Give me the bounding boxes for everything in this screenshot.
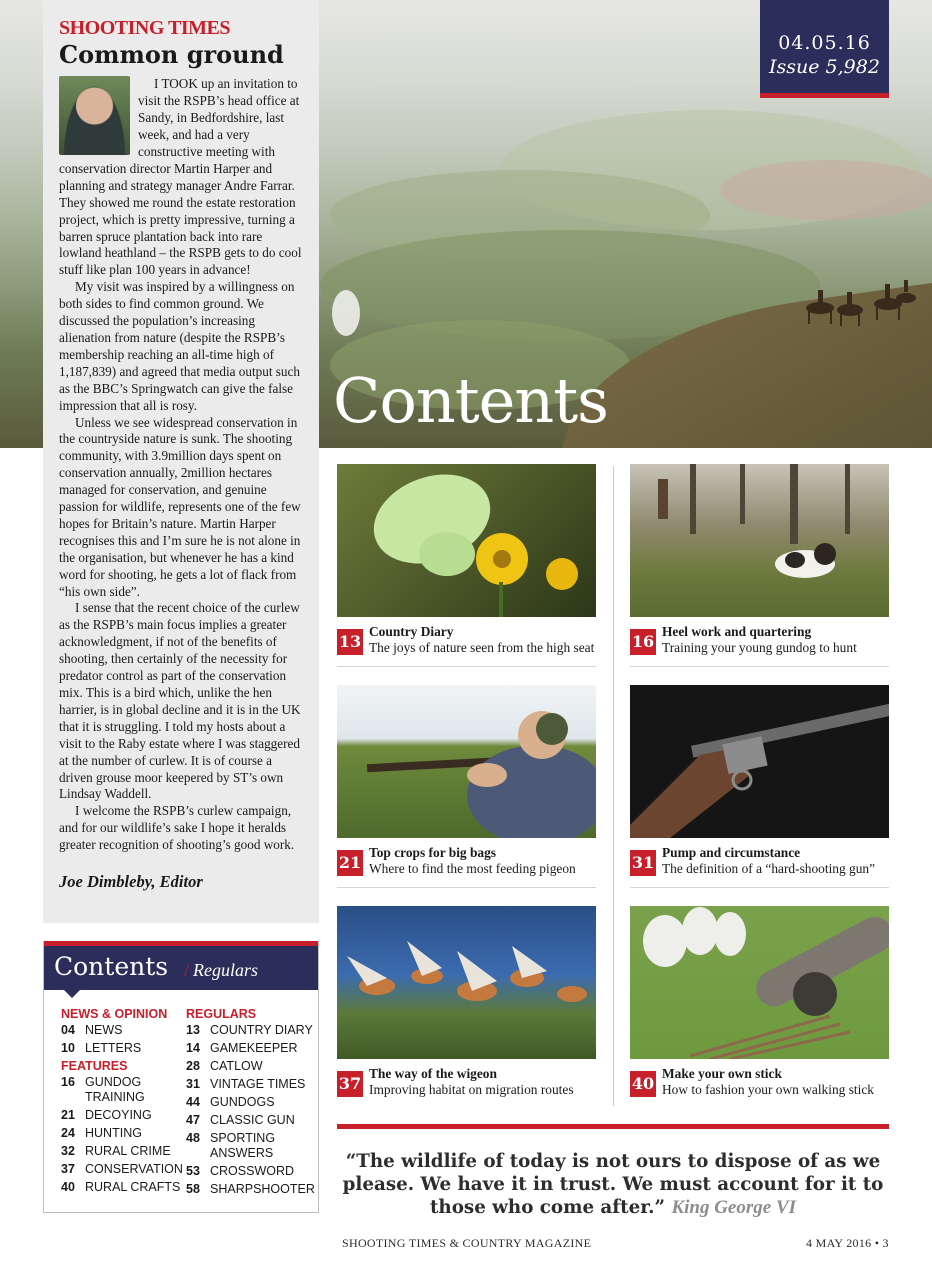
contents-entry[interactable]: 24 HUNTING: [61, 1126, 142, 1140]
article-image-shooter: [337, 685, 596, 838]
contents-entry[interactable]: 58 SHARPSHOOTER: [186, 1182, 315, 1196]
article-image-spaniel: [630, 464, 889, 617]
article-card[interactable]: [630, 685, 889, 888]
page-number-badge: 40: [630, 1071, 656, 1097]
contents-entry[interactable]: 48 SPORTING ANSWERS: [186, 1131, 276, 1160]
editorial-column: [43, 0, 319, 923]
quote-accent-bar: [337, 1124, 889, 1129]
article-subtitle: How to fashion your own walking stick: [662, 1082, 874, 1097]
article-image-sticks: [630, 906, 889, 1059]
smoke-plume: [332, 290, 360, 336]
contents-entry[interactable]: 28 CATLOW: [186, 1059, 263, 1073]
article-image-wigeon: [337, 906, 596, 1059]
article-title: Heel work and quartering: [662, 624, 812, 639]
page-number-badge: 37: [337, 1071, 363, 1097]
article-card[interactable]: [337, 906, 596, 1098]
contents-entry[interactable]: 14 GAMEKEEPER: [186, 1041, 298, 1055]
editor-portrait: [59, 76, 130, 155]
contents-entry[interactable]: 47 CLASSIC GUN: [186, 1113, 295, 1127]
article-subtitle: The joys of nature seen from the high seat: [369, 640, 595, 655]
header-pointer-icon: [64, 990, 80, 998]
page-number-badge: 21: [337, 850, 363, 876]
article-image-shotgun: [630, 685, 889, 838]
section-heading: REGULARS: [186, 1007, 257, 1021]
quote-text: “The wildlife of today is not ours to dispose of as we please. We have it in trust. We must account for it to those who come after.”: [342, 1151, 884, 1218]
article-subtitle: The definition of a “hard-shooting gun”: [662, 861, 876, 876]
issue-box: [760, 0, 889, 98]
contents-entry[interactable]: 16 GUNDOG TRAINING: [61, 1075, 145, 1104]
horse-riders-illustration: [800, 268, 918, 328]
page-number-badge: 13: [337, 629, 363, 655]
article-title: Top crops for big bags: [369, 845, 497, 860]
article-subtitle: Improving habitat on migration routes: [369, 1082, 574, 1097]
contents-entry[interactable]: 44 GUNDOGS: [186, 1095, 275, 1109]
section-heading: NEWS & OPINION: [61, 1007, 168, 1021]
issue-number: Issue 5,982: [769, 56, 880, 78]
column-divider: [613, 466, 614, 1106]
contents-entry[interactable]: 10 LETTERS: [61, 1041, 142, 1055]
page-number-badge: 16: [630, 629, 656, 655]
contents-entry[interactable]: 21 DECOYING: [61, 1108, 152, 1122]
regulars-box: [43, 941, 319, 1213]
article-card[interactable]: [630, 464, 889, 667]
editorial-body: [59, 76, 303, 854]
editorial-paragraph: I welcome the RSPB’s curlew campaign, and for our wildlife’s sake I hope it heralds greater recognition of shooting’s good work.: [59, 803, 295, 853]
editorial-paragraph: I TOOK up an invitation to visit the RSPB’s head office at Sandy, in Bedfordshire, last week, and had a very constructive meeting with conservation director Martin Harper and planning and strategy manager Andre Farrar. They showed me round the estate restoration project, which is pretty impressive, turning a barren spruce plantation back into rare lowland heathland – the RSPB gets to do cool stuff like plan 100 years in advance!: [59, 76, 302, 278]
contents-title: Contents: [333, 364, 608, 437]
footer-magazine-name: SHOOTING TIMES & COUNTRY MAGAZINE: [342, 1236, 592, 1250]
pull-quote: [332, 1150, 894, 1219]
article-card[interactable]: [630, 906, 889, 1098]
contents-entry[interactable]: 31 VINTAGE TIMES: [186, 1077, 306, 1091]
page-number-badge: 31: [630, 850, 656, 876]
article-image-butterfly: [337, 464, 596, 617]
article-title: Make your own stick: [662, 1066, 782, 1081]
regulars-subtitle: Regulars: [193, 960, 259, 980]
editorial-paragraph: Unless we see widespread conservation in the countryside nature is sunk. The shooting community, with 3.9million days spent on conservation annually, 2million hectares managed for conservation, and genuine passion for wildlife, represents one of the few hopes for Britain’s nature. Martin Harper recognises this and I’m sure he is not alone in the organisation, but whenever he has a kind word for shooting, he gets a lot of flack from “his own side”.: [59, 414, 301, 599]
article-card[interactable]: [337, 685, 596, 888]
article-title: Country Diary: [369, 624, 454, 639]
contents-entry[interactable]: 37 CONSERVATION: [61, 1162, 183, 1176]
article-subtitle: Training your young gundog to hunt: [662, 640, 857, 655]
contents-entry[interactable]: 13 COUNTRY DIARY: [186, 1023, 313, 1037]
quote-author: King George VI: [671, 1197, 797, 1218]
article-card[interactable]: [337, 464, 596, 667]
regulars-header: [44, 946, 318, 990]
contents-entry[interactable]: 32 RURAL CRIME: [61, 1144, 171, 1158]
editorial-paragraph: I sense that the recent choice of the curlew as the RSPB’s main focus implies a greater acknowledgment, if not of the benefits of shooting, then certainly of the necessity for predator control as part of the conservation mix. This is a bird which, unlike the hen harrier, is in global decline and it is in the UK that it is struggling. I told my hosts about a visit to the Raby estate where I was staggered at the number of curlew. It is of course a driven grouse moor keepered by ST’s own Lindsay Waddell.: [59, 600, 301, 802]
article-subtitle: Where to find the most feeding pigeon: [369, 861, 576, 876]
contents-entry[interactable]: 40 RURAL CRAFTS: [61, 1180, 181, 1194]
contents-entry[interactable]: 04 NEWS: [61, 1023, 123, 1037]
regulars-column-left: [61, 1007, 181, 1198]
article-title: Pump and circumstance: [662, 845, 801, 860]
issue-date: 04.05.16: [778, 32, 871, 54]
regulars-title: Contents: [54, 952, 169, 981]
slash-divider: /: [184, 960, 190, 980]
brand-logo: SHOOTING TIMES: [59, 17, 231, 39]
contents-entry[interactable]: 53 CROSSWORD: [186, 1164, 295, 1178]
editorial-title: Common ground: [59, 40, 284, 69]
article-title: The way of the wigeon: [369, 1066, 497, 1081]
footer-date-page: 4 MAY 2016 • 3: [806, 1236, 889, 1250]
editor-signoff: Joe Dimbleby, Editor: [59, 872, 203, 892]
regulars-column-right: [186, 1007, 316, 1200]
editorial-paragraph: My visit was inspired by a willingness on both sides to find common ground. We discussed the population’s increasing alienation from nature (despite the RSPB’s membership reaching an all-time high of 1,187,839) and agreed that media output such as the BBC’s Springwatch can give the false impression that all is rosy.: [59, 279, 300, 413]
section-heading: FEATURES: [61, 1059, 128, 1073]
